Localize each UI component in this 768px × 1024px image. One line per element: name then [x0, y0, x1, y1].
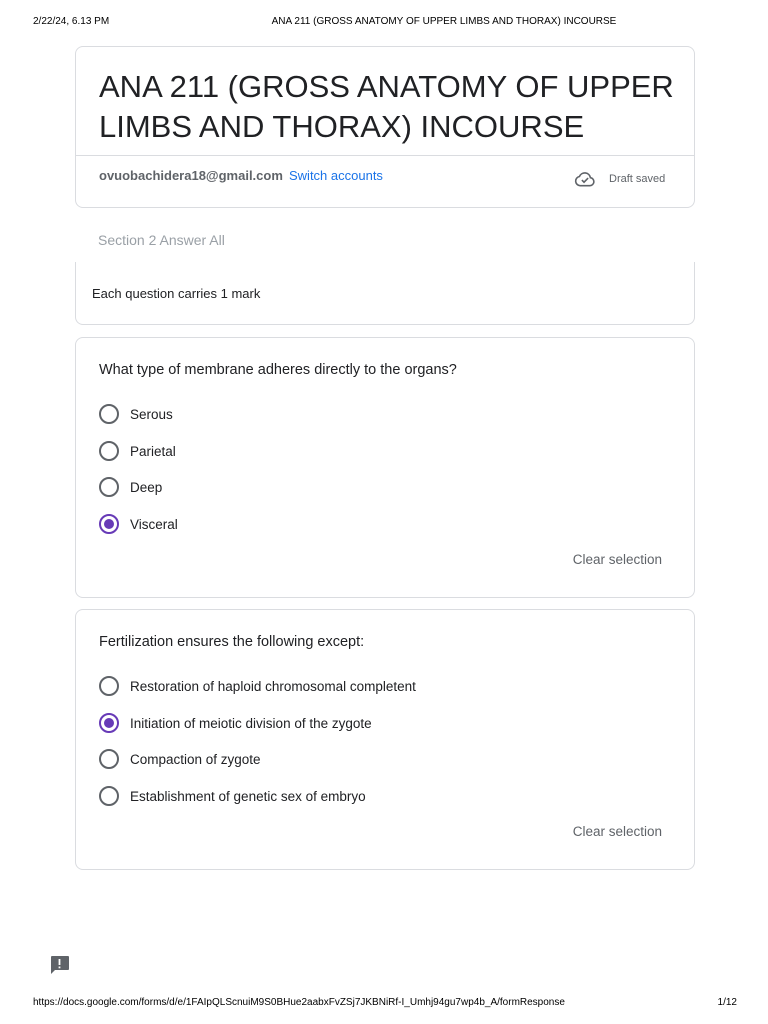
option-parietal[interactable] [99, 441, 176, 461]
cloud-check-icon [574, 171, 596, 187]
title-divider [76, 155, 694, 156]
question-text: Fertilization ensures the following except: [99, 634, 365, 650]
draft-status: Draft saved [609, 173, 666, 185]
option-label: Restoration of haploid chromosomal completent [130, 678, 416, 694]
option-label: Compaction of zygote [130, 751, 261, 767]
option-label: Establishment of genetic sex of embryo [130, 788, 366, 804]
option-serous[interactable] [99, 404, 173, 424]
account-email: ovuobachidera18@gmail.com [99, 168, 283, 183]
option-initiation-meiotic[interactable] [99, 713, 372, 733]
clear-selection-button[interactable]: Clear selection [572, 552, 662, 567]
section-description-card [75, 262, 695, 325]
print-datetime: 2/22/24, 6.13 PM [33, 16, 110, 27]
radio-button[interactable] [99, 786, 119, 806]
option-label: Deep [130, 479, 163, 495]
switch-accounts-link[interactable]: Switch accounts [289, 168, 383, 183]
question-card-1 [75, 337, 695, 598]
radio-button-selected[interactable] [99, 713, 119, 733]
radio-button[interactable] [99, 477, 119, 497]
radio-button[interactable] [99, 404, 119, 424]
print-doc-title: ANA 211 (GROSS ANATOMY OF UPPER LIMBS AND THORAX) INCOURSE [271, 16, 617, 27]
page-url: https://docs.google.com/forms/d/e/1FAIpQLScnuiM9S0BHue2aabxFvZSj7JKBNiRf-I_Umhj94gu7wp4b_A/formResponse [33, 997, 565, 1008]
option-label: Serous [130, 406, 173, 422]
page-number: 1/12 [717, 997, 737, 1008]
option-label: Parietal [130, 443, 176, 459]
form-title-card [75, 46, 695, 208]
option-label: Visceral [130, 516, 178, 532]
section-title: Section 2 Answer All [98, 232, 225, 248]
radio-button-selected[interactable] [99, 514, 119, 534]
radio-button[interactable] [99, 749, 119, 769]
option-visceral[interactable] [99, 514, 178, 534]
print-header [0, 16, 768, 30]
option-deep[interactable] [99, 477, 162, 497]
section-description: Each question carries 1 mark [92, 286, 261, 301]
clear-selection-button[interactable]: Clear selection [572, 824, 662, 839]
radio-button[interactable] [99, 441, 119, 461]
option-label: Initiation of meiotic division of the zygote [130, 715, 372, 731]
option-genetic-sex[interactable] [99, 786, 366, 806]
option-restoration-haploid[interactable] [99, 676, 416, 696]
print-footer [0, 997, 768, 1011]
radio-button[interactable] [99, 676, 119, 696]
question-text: What type of membrane adheres directly to the organs? [99, 362, 457, 378]
question-card-2 [75, 609, 695, 870]
form-title: ANA 211 (GROSS ANATOMY OF UPPER LIMBS AND THORAX) INCOURSE [99, 69, 674, 144]
option-compaction-zygote[interactable] [99, 749, 261, 769]
report-feedback-icon[interactable] [49, 955, 70, 975]
